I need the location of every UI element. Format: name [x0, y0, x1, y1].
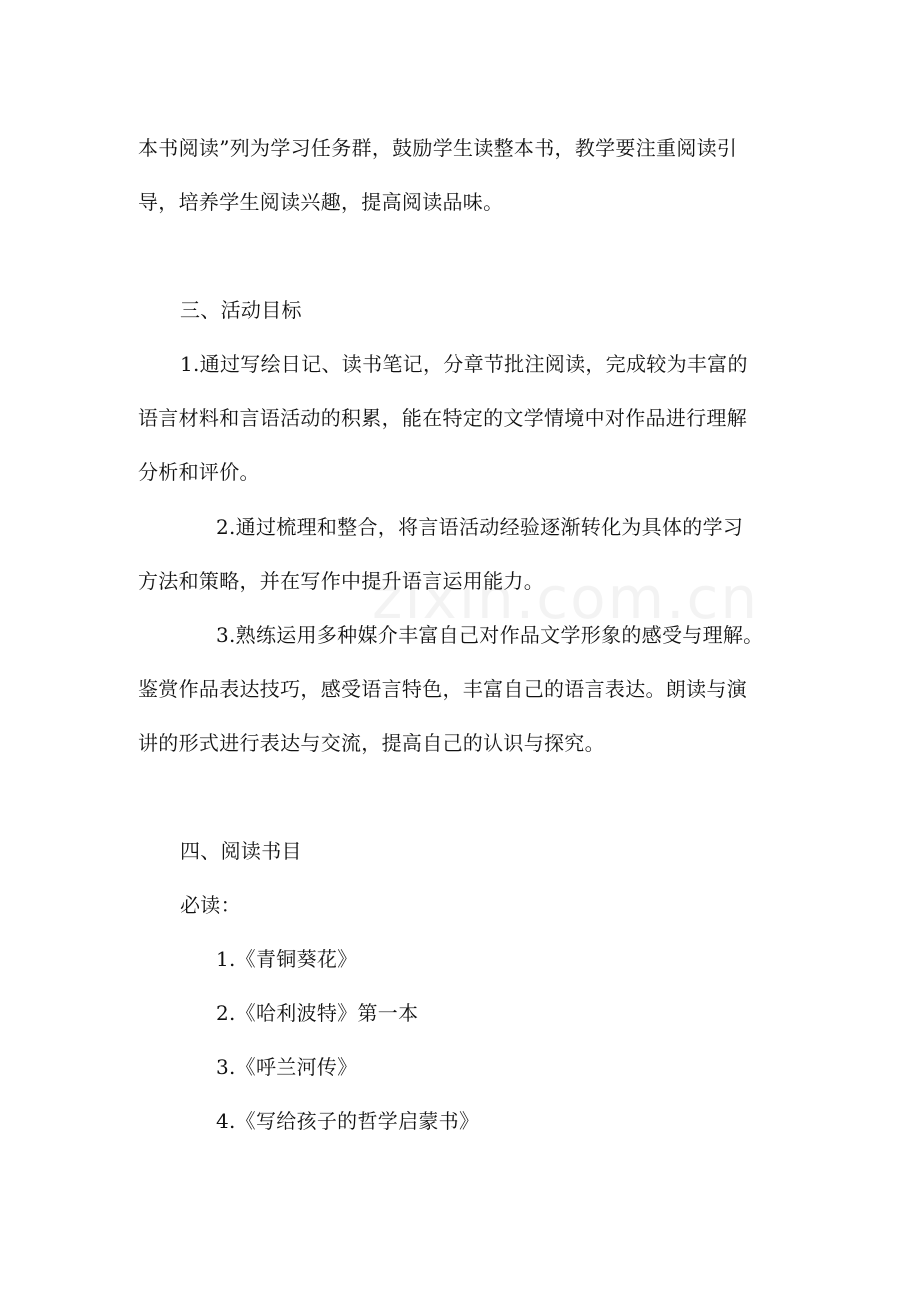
goal-2-line-1: 2.通过梳理和整合，将言语活动经验逐渐转化为具体的学习 — [216, 515, 744, 539]
goal-2-line-2: 方法和策略，并在写作中提升语言运用能力。 — [138, 569, 544, 593]
goal-1-line-3: 分析和评价。 — [138, 460, 260, 484]
book-list-item: 3.《呼兰河传》 — [216, 1055, 358, 1079]
goal-3-line-2: 鉴赏作品表达技巧，感受语言特色，丰富自己的语言表达。朗读与演 — [138, 677, 747, 701]
book-list-item: 2.《哈利波特》第一本 — [216, 1001, 419, 1025]
goal-3-line-1: 3.熟练运用多种媒介丰富自己对作品文学形象的感受与理解。 — [216, 623, 764, 647]
intro-line-2: 导，培养学生阅读兴趣，提高阅读品味。 — [138, 190, 504, 214]
required-reading-label: 必读： — [180, 893, 241, 917]
intro-line-1: 本书阅读”列为学习任务群，鼓励学生读整本书，教学要注重阅读引 — [138, 136, 738, 160]
goal-3-line-3: 讲的形式进行表达与交流，提高自己的认识与探究。 — [138, 731, 605, 755]
book-list-item: 4.《写给孩子的哲学启蒙书》 — [216, 1109, 480, 1133]
goal-1-line-2: 语言材料和言语活动的积累，能在特定的文学情境中对作品进行理解 — [138, 406, 747, 430]
goal-1-line-1: 1.通过写绘日记、读书笔记，分章节批注阅读，完成较为丰富的 — [180, 352, 748, 376]
book-list-item: 1.《青铜葵花》 — [216, 947, 358, 971]
section-4-heading: 四、阅读书目 — [180, 839, 302, 863]
section-3-heading: 三、活动目标 — [180, 298, 302, 322]
